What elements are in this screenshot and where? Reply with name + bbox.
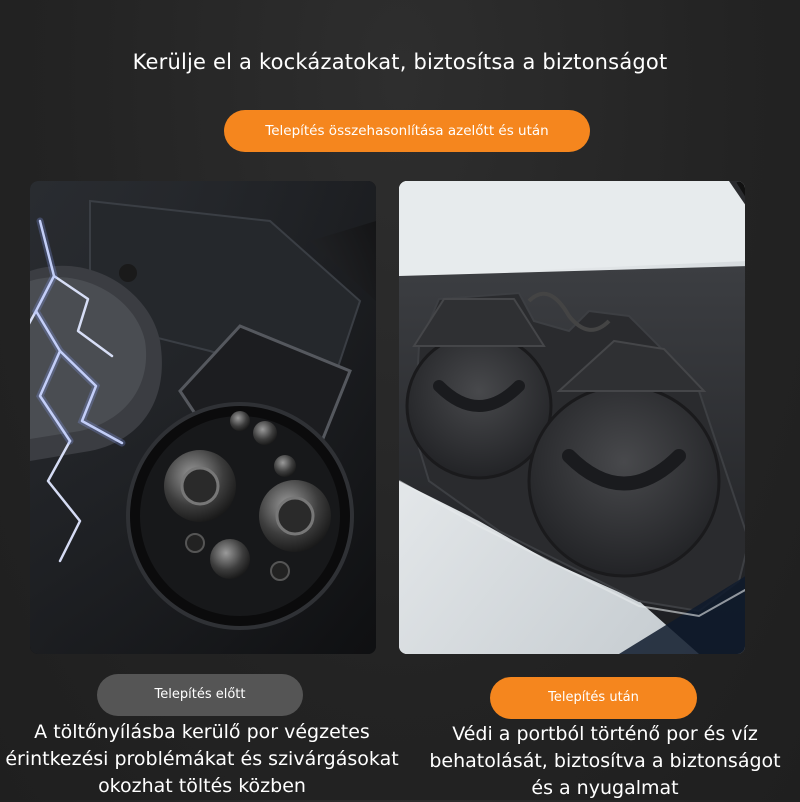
headline: Kerülje el a kockázatokat, biztosítsa a biztonságot [132,50,668,74]
after-install-label: Telepítés után [490,677,697,719]
after-install-photo [399,181,745,654]
before-install-label: Telepítés előtt [97,674,303,716]
charging-port-covered-illustration [399,181,745,654]
before-install-photo [30,181,376,654]
comparison-badge: Telepítés összehasonlítása azelőtt és után [224,110,590,152]
charging-port-exposed-illustration [30,181,376,654]
after-install-caption: Védi a portból történő por és víz behatolását, biztosítva a biztonságot és a nyugalmat [429,723,781,799]
before-install-caption: A töltőnyílásba kerülő por végzetes érintkezési problémákat és szivárgásokat okozhat töltés közben [5,721,399,797]
